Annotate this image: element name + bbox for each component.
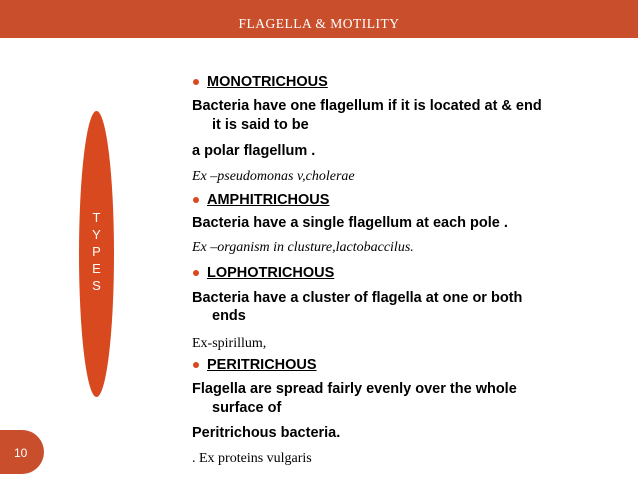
desc-line: Bacteria have a cluster of flagella at one or both [192,290,523,306]
bullet-icon [193,362,199,368]
desc-line: Bacteria have one flagellum if it is located at & end [192,98,542,114]
desc-line: Peritrichous bacteria. [192,425,341,441]
example-text: Ex-spirillum, [192,336,267,351]
heading-monotrichous [207,74,328,90]
bullet-icon [193,197,199,203]
heading-lophotrichous [207,265,334,281]
heading-text: LOPHOTRICHOUS [207,265,335,281]
example-text: . Ex proteins vulgaris [192,451,312,466]
example-text: Ex –pseudomonas v,cholerae [192,169,355,184]
pill-letters: T Y P E S [92,210,101,293]
desc-line: a polar flagellum . [192,143,316,159]
desc-line: it is said to be [212,117,309,133]
bullet-icon [193,79,199,85]
slide-title: FLAGELLA & MOTILITY [238,16,400,31]
desc-line: surface of [212,400,282,416]
page-number: 10 [14,446,28,460]
desc-line: Bacteria have a single flagellum at each pole . [192,215,508,231]
desc-line: Flagella are spread fairly evenly over the whole [192,381,517,397]
bullet-icon [193,270,199,276]
heading-text: MONOTRICHOUS [207,74,328,90]
heading-amphitrichous [207,192,329,208]
heading-text: AMPHITRICHOUS [207,192,330,208]
heading-text: PERITRICHOUS [207,357,317,373]
heading-peritrichous [207,357,317,373]
desc-line: ends [212,308,246,324]
example-text: Ex –organism in clusture,lactobaccilus. [192,240,414,255]
